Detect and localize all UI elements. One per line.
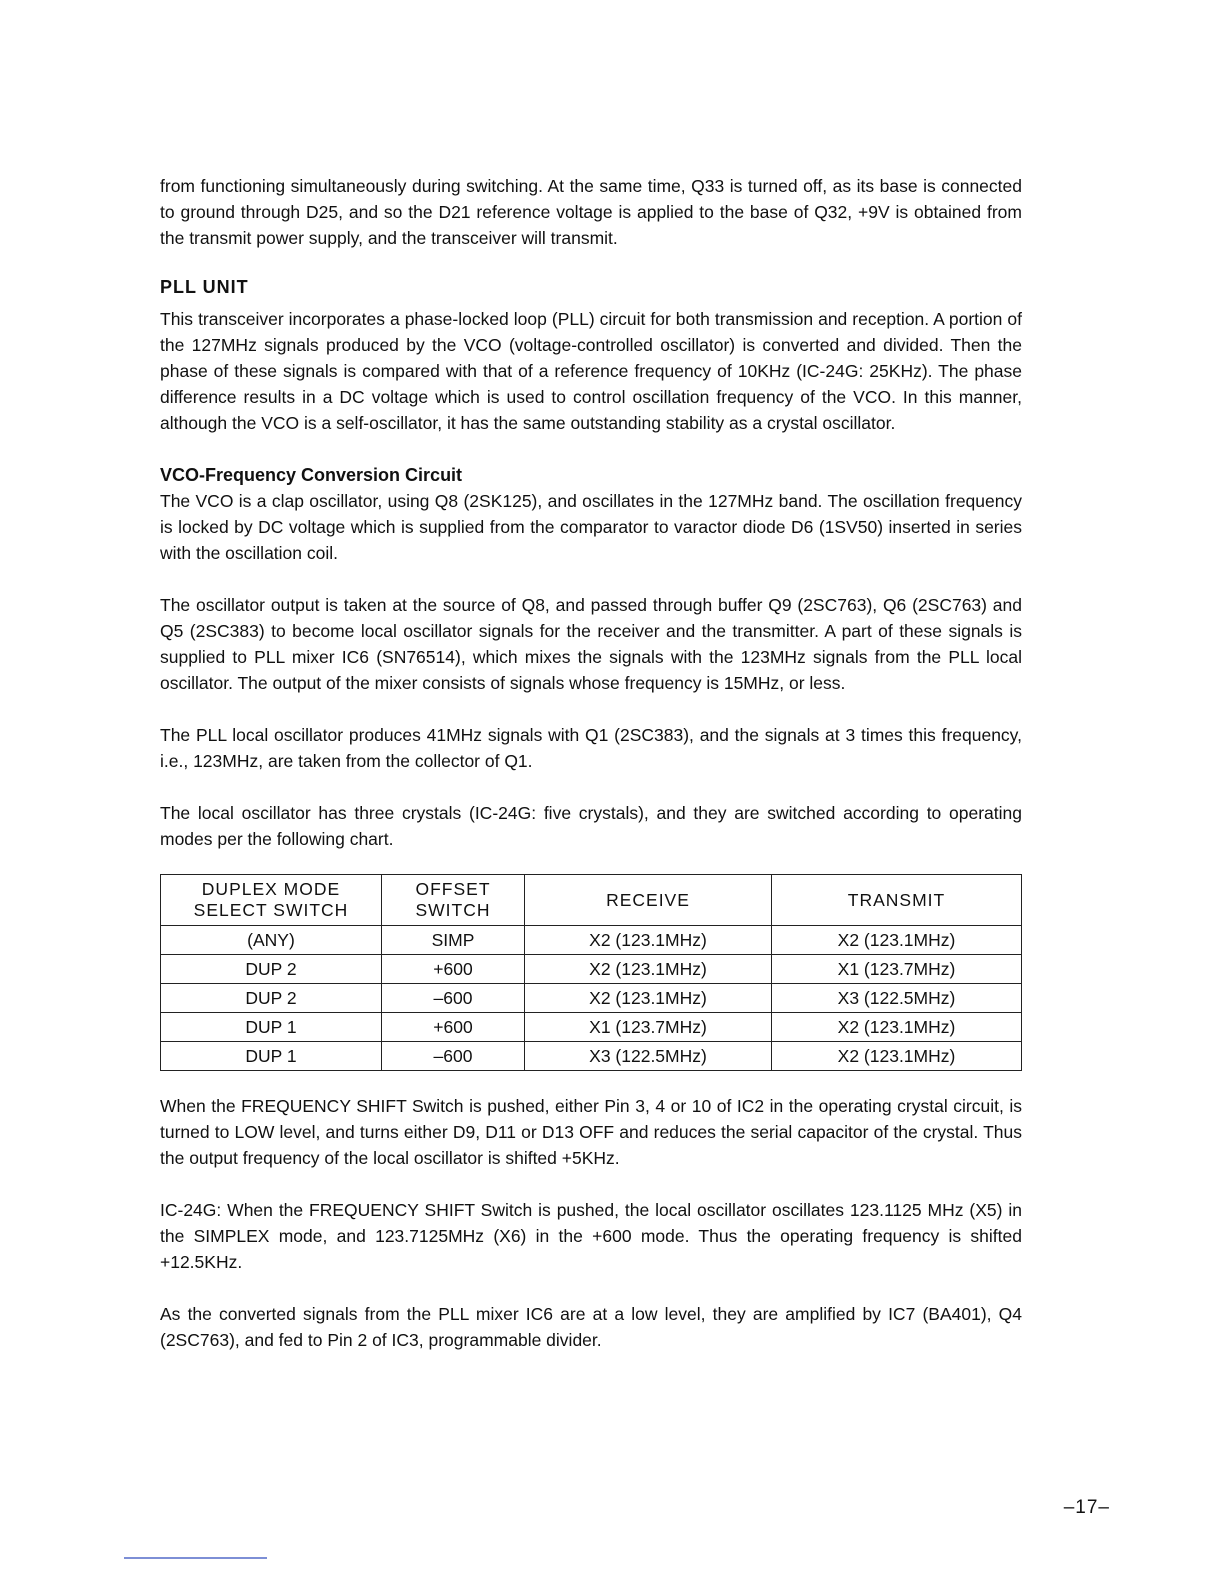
crystal-switching-table xyxy=(160,874,1022,1071)
header-duplex-line1: DUPLEX MODE xyxy=(201,879,341,899)
crystals-paragraph: The local oscillator has three crystals (IC-24G: five crystals), and they are switched according to operating modes per the following chart. xyxy=(160,803,1022,849)
cell-duplex: DUP 2 xyxy=(161,955,382,984)
table-row xyxy=(161,984,1022,1013)
cell-offset: SIMP xyxy=(382,926,525,955)
pll-unit-heading: PLL UNIT xyxy=(160,277,249,297)
cell-transmit: X1 (123.7MHz) xyxy=(772,955,1022,984)
cell-transmit: X2 (123.1MHz) xyxy=(772,1013,1022,1042)
cell-offset: +600 xyxy=(382,1013,525,1042)
pll-intro-paragraph: This transceiver incorporates a phase-locked loop (PLL) circuit for both transmission and reception. A portion of the 127MHz signals produced by the VCO (voltage-controlled oscillator) is converted and divided. Then the phase of these signals is compared with that of a reference frequency of 10KHz (IC-24G: 25KHz). The phase difference results in a DC voltage which is used to control oscillation frequency of the VCO. In this manner, although the VCO is a self-oscillator, it has the same outstanding stability as a crystal oscillator. xyxy=(160,309,1022,433)
cell-receive: X2 (123.1MHz) xyxy=(525,926,772,955)
header-transmit: TRANSMIT xyxy=(772,875,1022,926)
header-offset-line1: OFFSET xyxy=(415,879,491,899)
document-page xyxy=(160,173,1022,1353)
cell-receive: X1 (123.7MHz) xyxy=(525,1013,772,1042)
cell-duplex: DUP 2 xyxy=(161,984,382,1013)
cell-offset: +600 xyxy=(382,955,525,984)
oscillator-output-paragraph: The oscillator output is taken at the source of Q8, and passed through buffer Q9 (2SC763), Q6 (2SC763) and Q5 (2SC383) to become local oscillator signals for the receiver and the transmitter. A part of these signals is supplied to PLL mixer IC6 (SN76514), which mixes the signals with the 123MHz signals from the PLL local oscillator. The output of the mixer consists of signals whose frequency is 15MHz, or less. xyxy=(160,595,1022,693)
cell-receive: X2 (123.1MHz) xyxy=(525,955,772,984)
frequency-shift-paragraph: When the FREQUENCY SHIFT Switch is pushed, either Pin 3, 4 or 10 of IC2 in the operating crystal circuit, is turned to LOW level, and turns either D9, D11 or D13 OFF and reduces the serial capacitor of the crystal. Thus the output frequency of the local oscillator is shifted +5KHz. xyxy=(160,1096,1022,1168)
header-duplex-mode xyxy=(161,875,382,926)
cell-receive: X3 (122.5MHz) xyxy=(525,1042,772,1071)
cell-duplex: DUP 1 xyxy=(161,1042,382,1071)
table-row xyxy=(161,1042,1022,1071)
cell-transmit: X2 (123.1MHz) xyxy=(772,926,1022,955)
cell-duplex: DUP 1 xyxy=(161,1013,382,1042)
table-row xyxy=(161,1013,1022,1042)
cell-transmit: X2 (123.1MHz) xyxy=(772,1042,1022,1071)
intro-paragraph: from functioning simultaneously during switching. At the same time, Q33 is turned off, as its base is connected to ground through D25, and so the D21 reference voltage is applied to the base of Q32, +9V is obtained from the transmit power supply, and the transceiver will transmit. xyxy=(160,176,1022,248)
cell-transmit: X3 (122.5MHz) xyxy=(772,984,1022,1013)
cell-duplex: (ANY) xyxy=(161,926,382,955)
ic24g-paragraph: IC-24G: When the FREQUENCY SHIFT Switch is pushed, the local oscillator oscillates 123.1125 MHz (X5) in the SIMPLEX mode, and 123.7125MHz (X6) in the +600 mode. Thus the operating frequency is shifted +12.5KHz. xyxy=(160,1200,1022,1272)
vco-heading: VCO-Frequency Conversion Circuit xyxy=(160,465,463,485)
header-duplex-line2: SELECT SWITCH xyxy=(193,900,349,920)
footer-divider xyxy=(124,1557,267,1559)
vco-description-paragraph: The VCO is a clap oscillator, using Q8 (2SK125), and oscillates in the 127MHz band. The oscillation frequency is locked by DC voltage which is supplied from the comparator to varactor diode D6 (1SV50) inserted in series with the oscillation coil. xyxy=(160,491,1022,563)
table-header-row xyxy=(161,875,1022,926)
pll-local-oscillator-paragraph: The PLL local oscillator produces 41MHz signals with Q1 (2SC383), and the signals at 3 times this frequency, i.e., 123MHz, are taken from the collector of Q1. xyxy=(160,725,1022,771)
header-offset-switch xyxy=(382,875,525,926)
page-number: –17– xyxy=(1063,1497,1110,1518)
header-offset-line2: SWITCH xyxy=(415,900,491,920)
table-row xyxy=(161,926,1022,955)
cell-receive: X2 (123.1MHz) xyxy=(525,984,772,1013)
header-receive: RECEIVE xyxy=(525,875,772,926)
table-row xyxy=(161,955,1022,984)
cell-offset: –600 xyxy=(382,1042,525,1071)
cell-offset: –600 xyxy=(382,984,525,1013)
converted-signals-paragraph: As the converted signals from the PLL mixer IC6 are at a low level, they are amplified by IC7 (BA401), Q4 (2SC763), and fed to Pin 2 of IC3, programmable divider. xyxy=(160,1304,1022,1350)
